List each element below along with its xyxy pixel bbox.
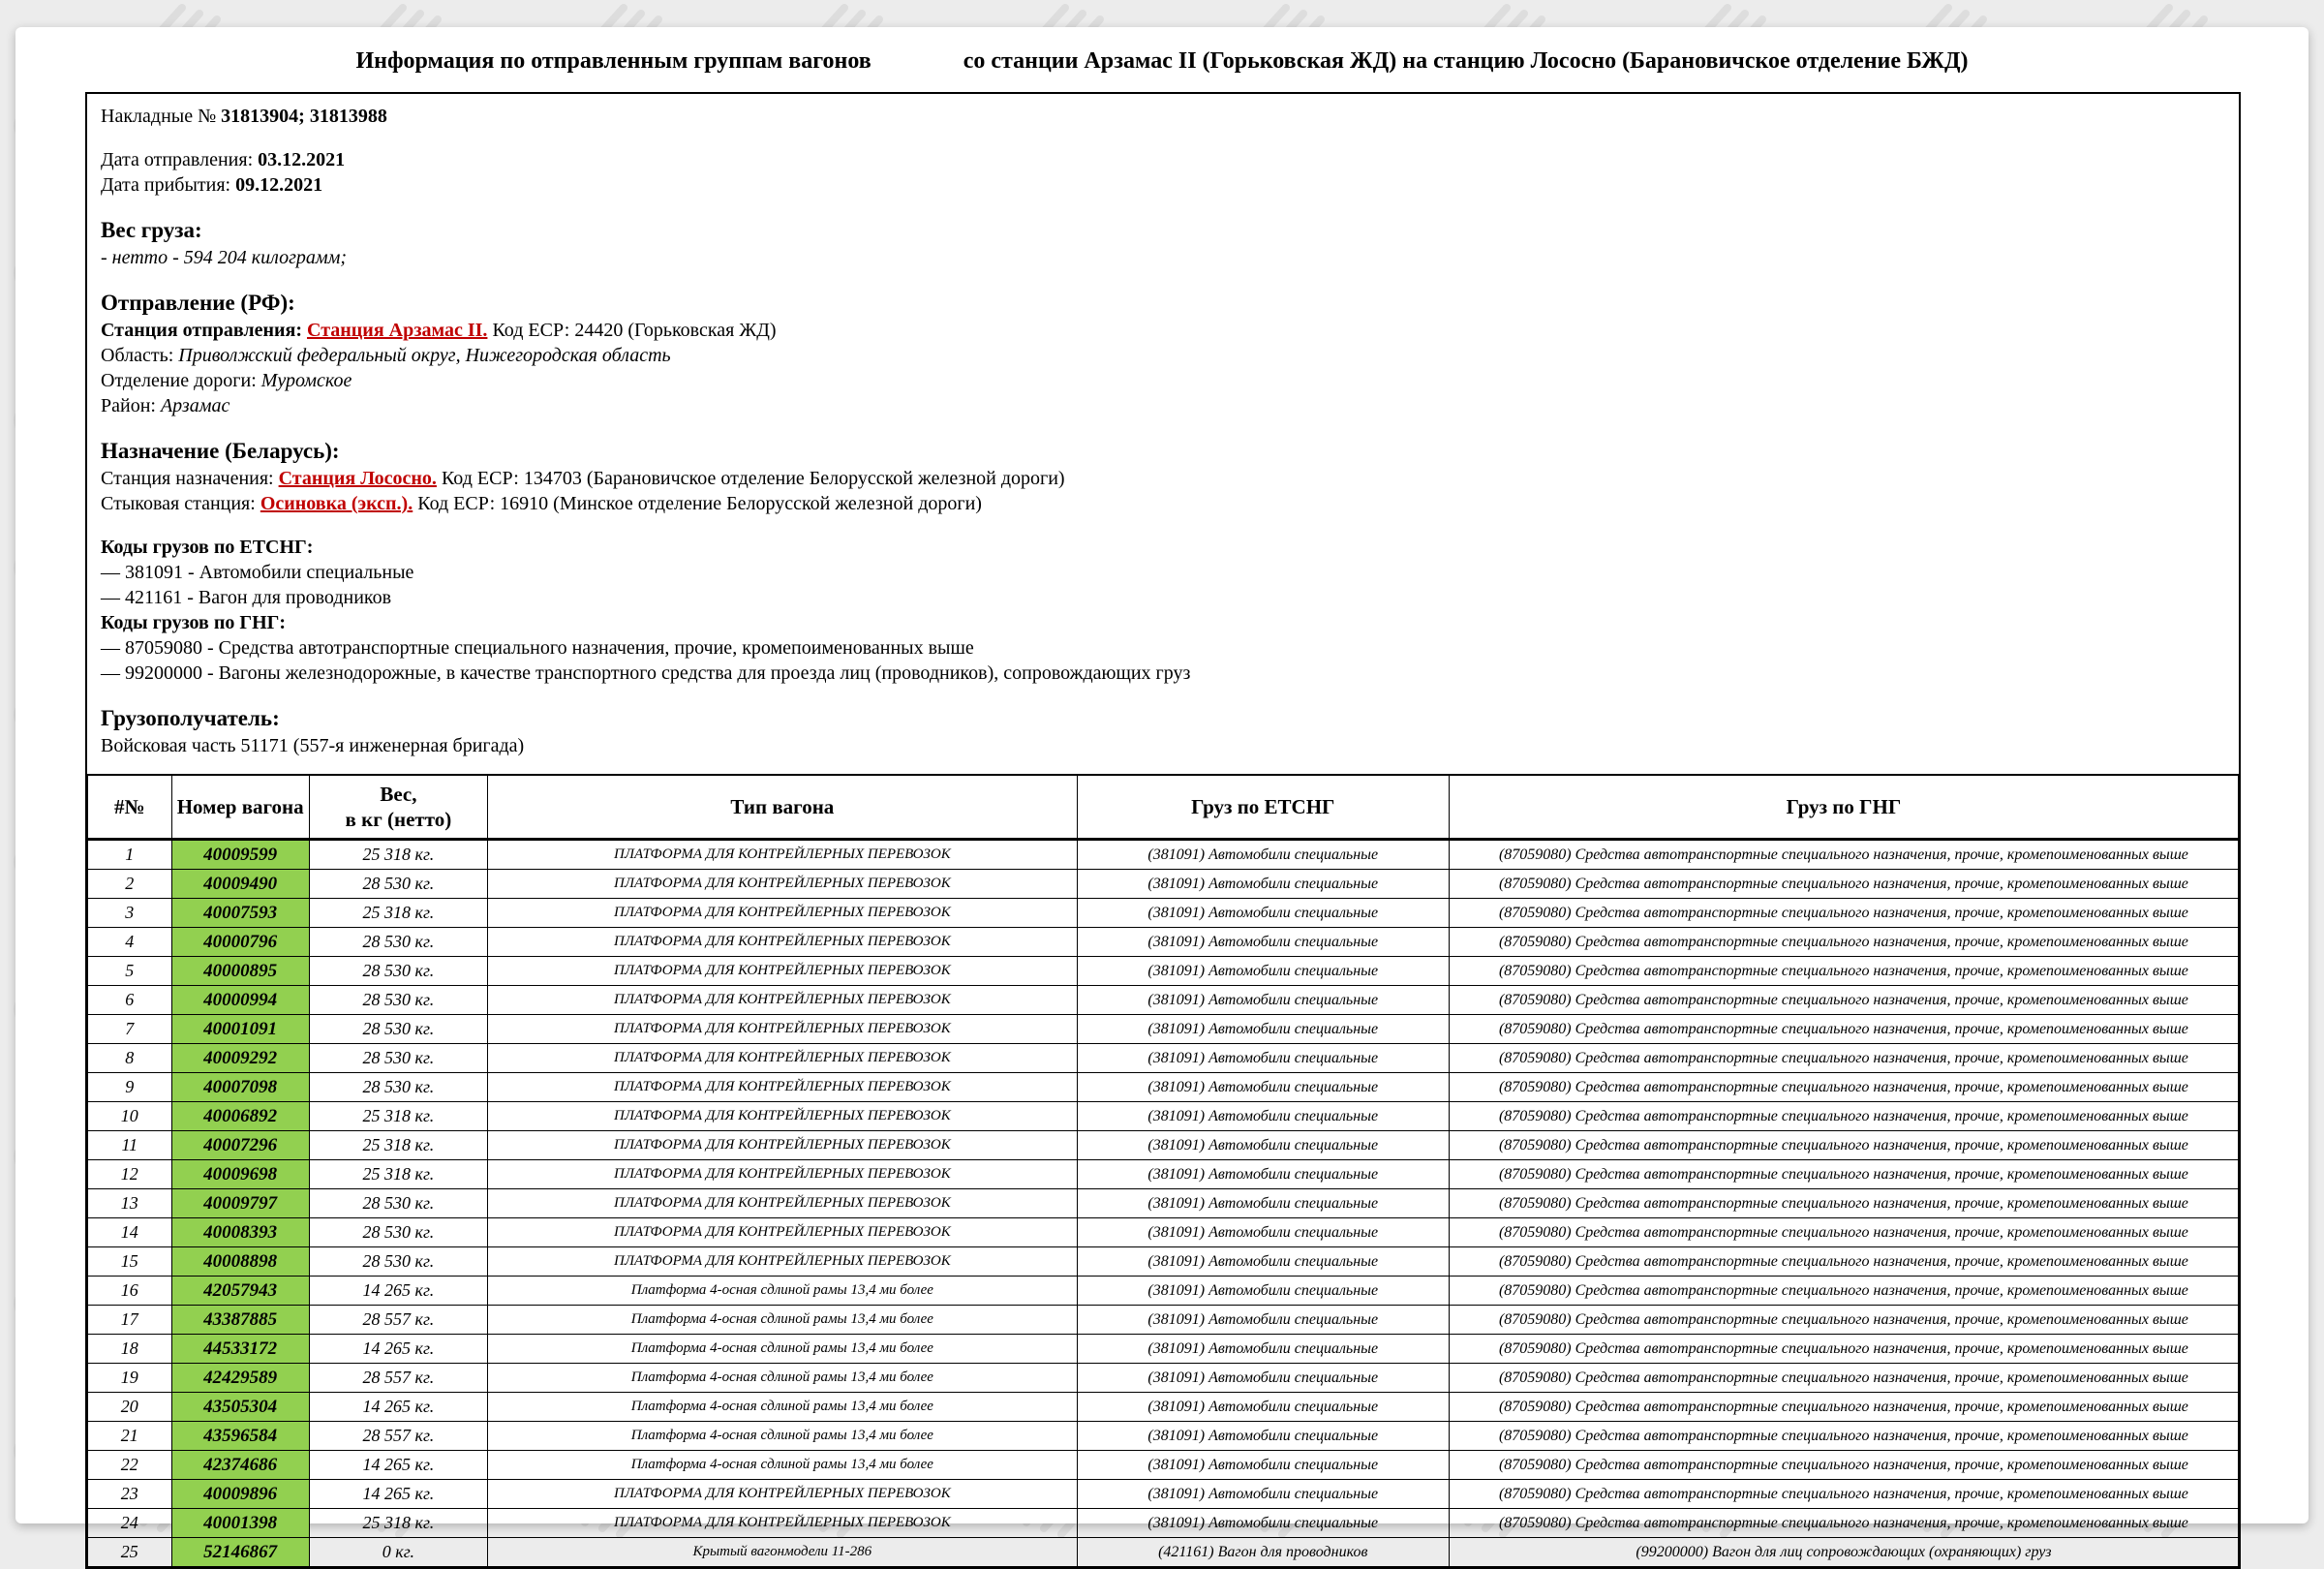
weight-cell: 28 530 кг.	[309, 1218, 487, 1247]
wagon-number-cell: 43505304	[171, 1393, 309, 1422]
division-line	[101, 368, 2225, 393]
weight-cell: 25 318 кг.	[309, 1102, 487, 1131]
table-row	[88, 1364, 2239, 1393]
weight-cell: 28 530 кг.	[309, 928, 487, 957]
wagon-number-cell: 40009797	[171, 1189, 309, 1218]
wagon-type-cell: ПЛАТФОРМА ДЛЯ КОНТРЕЙЛЕРНЫХ ПЕРЕВОЗОК	[488, 1480, 1078, 1509]
cargo-etsng-cell: (381091) Автомобили специальные	[1077, 1277, 1449, 1306]
wagon-number-cell: 40000796	[171, 928, 309, 957]
cargo-gng-cell: (87059080) Средства автотранспортные специального назначения, прочие, кромепоименованных выше	[1449, 1015, 2238, 1044]
weight-cell: 14 265 кг.	[309, 1451, 487, 1480]
region-label: Область:	[101, 345, 179, 366]
destination-station-rest: Код ЕСР: 134703 (Барановичское отделение Белорусской железной дороги)	[436, 468, 1065, 489]
weight-cell: 28 530 кг.	[309, 1044, 487, 1073]
table-row	[88, 1451, 2239, 1480]
cargo-etsng-cell: (381091) Автомобили специальные	[1077, 1131, 1449, 1160]
cargo-etsng-cell: (381091) Автомобили специальные	[1077, 1247, 1449, 1277]
cargo-etsng-cell: (381091) Автомобили специальные	[1077, 957, 1449, 986]
gng-code-1: — 87059080 - Средства автотранспортные специального назначения, прочие, кромепоименованных выше	[101, 637, 974, 659]
wagon-type-cell: ПЛАТФОРМА ДЛЯ КОНТРЕЙЛЕРНЫХ ПЕРЕВОЗОК	[488, 986, 1078, 1015]
table-row	[88, 899, 2239, 928]
weight-heading: Вес груза:	[101, 218, 202, 242]
cargo-etsng-cell: (381091) Автомобили специальные	[1077, 899, 1449, 928]
table-row	[88, 1189, 2239, 1218]
consignee-value: Войсковая часть 51171 (557-я инженерная бригада)	[101, 735, 525, 756]
wagon-type-cell: ПЛАТФОРМА ДЛЯ КОНТРЕЙЛЕРНЫХ ПЕРЕВОЗОК	[488, 1102, 1078, 1131]
cargo-gng-cell: (87059080) Средства автотранспортные специального назначения, прочие, кромепоименованных выше	[1449, 1044, 2238, 1073]
cargo-etsng-cell: (381091) Автомобили специальные	[1077, 1335, 1449, 1364]
division-label: Отделение дороги:	[101, 370, 261, 391]
cargo-gng-cell: (87059080) Средства автотранспортные специального назначения, прочие, кромепоименованных выше	[1449, 1364, 2238, 1393]
header-weight	[309, 775, 487, 840]
row-number: 9	[88, 1073, 172, 1102]
row-number: 8	[88, 1044, 172, 1073]
weight-cell: 25 318 кг.	[309, 899, 487, 928]
cargo-etsng-cell: (381091) Автомобили специальные	[1077, 1044, 1449, 1073]
row-number: 3	[88, 899, 172, 928]
wagons-table-body	[88, 840, 2239, 1567]
wagon-number-cell: 40008393	[171, 1218, 309, 1247]
waybills-value: 31813904; 31813988	[221, 106, 387, 127]
header-cargo-etsng: Груз по ЕТСНГ	[1077, 775, 1449, 840]
row-number: 12	[88, 1160, 172, 1189]
document-title	[15, 48, 2309, 75]
wagon-type-cell: ПЛАТФОРМА ДЛЯ КОНТРЕЙЛЕРНЫХ ПЕРЕВОЗОК	[488, 1247, 1078, 1277]
consignee-heading: Грузополучатель:	[101, 706, 280, 730]
wagon-number-cell: 42057943	[171, 1277, 309, 1306]
table-row	[88, 1160, 2239, 1189]
wagon-type-cell: ПЛАТФОРМА ДЛЯ КОНТРЕЙЛЕРНЫХ ПЕРЕВОЗОК	[488, 957, 1078, 986]
row-number: 20	[88, 1393, 172, 1422]
wagon-number-cell: 40000994	[171, 986, 309, 1015]
cargo-gng-cell: (87059080) Средства автотранспортные специального назначения, прочие, кромепоименованных выше	[1449, 1131, 2238, 1160]
row-number: 22	[88, 1451, 172, 1480]
row-number: 5	[88, 957, 172, 986]
departure-heading: Отправление (РФ):	[101, 291, 295, 315]
row-number: 23	[88, 1480, 172, 1509]
table-row	[88, 1422, 2239, 1451]
wagon-number-cell: 42429589	[171, 1364, 309, 1393]
table-row	[88, 928, 2239, 957]
cargo-gng-cell: (87059080) Средства автотранспортные специального назначения, прочие, кромепоименованных выше	[1449, 840, 2238, 870]
row-number: 7	[88, 1015, 172, 1044]
gng-heading: Коды грузов по ГНГ:	[101, 612, 287, 633]
shipment-info	[87, 94, 2239, 774]
weight-cell: 28 530 кг.	[309, 986, 487, 1015]
wagon-number-cell: 52146867	[171, 1538, 309, 1567]
cargo-gng-cell: (87059080) Средства автотранспортные специального назначения, прочие, кромепоименованных выше	[1449, 928, 2238, 957]
etsng-code-2: — 421161 - Вагон для проводников	[101, 587, 392, 608]
row-number: 18	[88, 1335, 172, 1364]
wagon-type-cell: Платформа 4-осная сдлиной рамы 13,4 ми более	[488, 1277, 1078, 1306]
row-number: 1	[88, 840, 172, 870]
table-row	[88, 1393, 2239, 1422]
table-row	[88, 1480, 2239, 1509]
cargo-etsng-cell: (381091) Автомобили специальные	[1077, 1189, 1449, 1218]
weight-cell: 25 318 кг.	[309, 840, 487, 870]
row-number: 4	[88, 928, 172, 957]
weight-cell: 28 530 кг.	[309, 1073, 487, 1102]
header-cargo-gng: Груз по ГНГ	[1449, 775, 2238, 840]
row-number: 15	[88, 1247, 172, 1277]
district-line	[101, 393, 2225, 418]
wagon-type-cell: ПЛАТФОРМА ДЛЯ КОНТРЕЙЛЕРНЫХ ПЕРЕВОЗОК	[488, 928, 1078, 957]
wagon-type-cell: ПЛАТФОРМА ДЛЯ КОНТРЕЙЛЕРНЫХ ПЕРЕВОЗОК	[488, 1160, 1078, 1189]
destination-station-label: Станция назначения:	[101, 468, 279, 489]
cargo-gng-cell: (87059080) Средства автотранспортные специального назначения, прочие, кромепоименованных выше	[1449, 1422, 2238, 1451]
header-wagon-type: Тип вагона	[488, 775, 1078, 840]
row-number: 6	[88, 986, 172, 1015]
weight-cell: 28 530 кг.	[309, 1015, 487, 1044]
waybills-label: Накладные №	[101, 106, 222, 127]
table-row	[88, 1044, 2239, 1073]
weight-cell: 14 265 кг.	[309, 1277, 487, 1306]
cargo-etsng-cell: (381091) Автомобили специальные	[1077, 986, 1449, 1015]
arrival-date-line	[101, 172, 2225, 198]
cargo-etsng-cell: (421161) Вагон для проводников	[1077, 1538, 1449, 1567]
table-row	[88, 1306, 2239, 1335]
wagon-number-cell: 40000895	[171, 957, 309, 986]
row-number: 16	[88, 1277, 172, 1306]
table-row	[88, 1102, 2239, 1131]
cargo-etsng-cell: (381091) Автомобили специальные	[1077, 1451, 1449, 1480]
table-row	[88, 870, 2239, 899]
table-row	[88, 1073, 2239, 1102]
cargo-etsng-cell: (381091) Автомобили специальные	[1077, 1393, 1449, 1422]
row-number: 24	[88, 1509, 172, 1538]
header-row-number: #№	[88, 775, 172, 840]
cargo-gng-cell: (87059080) Средства автотранспортные специального назначения, прочие, кромепоименованных выше	[1449, 1480, 2238, 1509]
wagon-number-cell: 44533172	[171, 1335, 309, 1364]
header-wagon-number: Номер вагона	[171, 775, 309, 840]
departure-date-label: Дата отправления:	[101, 149, 259, 170]
wagon-number-cell: 40001398	[171, 1509, 309, 1538]
weight-cell: 14 265 кг.	[309, 1480, 487, 1509]
departure-station-line	[101, 318, 2225, 343]
cargo-gng-cell: (87059080) Средства автотранспортные специального назначения, прочие, кромепоименованных выше	[1449, 1509, 2238, 1538]
wagon-type-cell: ПЛАТФОРМА ДЛЯ КОНТРЕЙЛЕРНЫХ ПЕРЕВОЗОК	[488, 1218, 1078, 1247]
title-right: со станции Арзамас II (Горьковская ЖД) на станцию Лососно (Барановичское отделение БЖД)	[963, 48, 1969, 74]
wagon-number-cell: 40007098	[171, 1073, 309, 1102]
cargo-gng-cell: (87059080) Средства автотранспортные специального назначения, прочие, кромепоименованных выше	[1449, 870, 2238, 899]
table-row	[88, 1335, 2239, 1364]
destination-heading: Назначение (Беларусь):	[101, 439, 340, 463]
district-value: Арзамас	[160, 395, 230, 416]
junction-station-line	[101, 491, 2225, 516]
cargo-gng-cell: (87059080) Средства автотранспортные специального назначения, прочие, кромепоименованных выше	[1449, 1160, 2238, 1189]
row-number: 13	[88, 1189, 172, 1218]
wagon-type-cell: ПЛАТФОРМА ДЛЯ КОНТРЕЙЛЕРНЫХ ПЕРЕВОЗОК	[488, 1131, 1078, 1160]
cargo-gng-cell: (87059080) Средства автотранспортные специального назначения, прочие, кромепоименованных выше	[1449, 1451, 2238, 1480]
departure-station-label: Станция отправления:	[101, 320, 308, 341]
division-value: Муромское	[260, 370, 352, 391]
gng-code-2: — 99200000 - Вагоны железнодорожные, в качестве транспортного средства для проезда лиц (проводников), сопровождающих груз	[101, 662, 1191, 684]
wagon-number-cell: 40006892	[171, 1102, 309, 1131]
wagon-type-cell: ПЛАТФОРМА ДЛЯ КОНТРЕЙЛЕРНЫХ ПЕРЕВОЗОК	[488, 899, 1078, 928]
cargo-etsng-cell: (381091) Автомобили специальные	[1077, 1218, 1449, 1247]
destination-station-link[interactable]: Станция Лососно.	[278, 468, 437, 489]
wagon-type-cell: Крытый вагонмодели 11-286	[488, 1538, 1078, 1567]
weight-netto: - нетто - 594 204 килограмм;	[101, 247, 348, 268]
weight-cell: 14 265 кг.	[309, 1335, 487, 1364]
departure-date-value: 03.12.2021	[258, 149, 346, 170]
wagon-type-cell: ПЛАТФОРМА ДЛЯ КОНТРЕЙЛЕРНЫХ ПЕРЕВОЗОК	[488, 1509, 1078, 1538]
document-page	[15, 27, 2309, 1562]
arrival-date-value: 09.12.2021	[235, 174, 323, 196]
row-number: 17	[88, 1306, 172, 1335]
weight-cell: 28 557 кг.	[309, 1306, 487, 1335]
wagon-number-cell: 40009490	[171, 870, 309, 899]
weight-cell: 28 557 кг.	[309, 1422, 487, 1451]
cargo-etsng-cell: (381091) Автомобили специальные	[1077, 1480, 1449, 1509]
cargo-etsng-cell: (381091) Автомобили специальные	[1077, 1073, 1449, 1102]
weight-cell: 28 530 кг.	[309, 870, 487, 899]
table-row	[88, 1015, 2239, 1044]
cargo-gng-cell: (87059080) Средства автотранспортные специального назначения, прочие, кромепоименованных выше	[1449, 1277, 2238, 1306]
wagon-type-cell: ПЛАТФОРМА ДЛЯ КОНТРЕЙЛЕРНЫХ ПЕРЕВОЗОК	[488, 840, 1078, 870]
header-weight-line2: в кг (нетто)	[345, 808, 452, 831]
weight-cell: 25 318 кг.	[309, 1131, 487, 1160]
district-label: Район:	[101, 395, 161, 416]
wagon-type-cell: Платформа 4-осная сдлиной рамы 13,4 ми более	[488, 1335, 1078, 1364]
row-number: 21	[88, 1422, 172, 1451]
wagon-type-cell: Платформа 4-осная сдлиной рамы 13,4 ми более	[488, 1451, 1078, 1480]
cargo-gng-cell: (87059080) Средства автотранспортные специального назначения, прочие, кромепоименованных выше	[1449, 1073, 2238, 1102]
departure-station-link[interactable]: Станция Арзамас II.	[307, 320, 488, 341]
wagons-table	[87, 774, 2239, 1567]
junction-rest: Код ЕСР: 16910 (Минское отделение Белорусской железной дороги)	[413, 493, 982, 514]
cargo-etsng-cell: (381091) Автомобили специальные	[1077, 1160, 1449, 1189]
wagon-type-cell: Платформа 4-осная сдлиной рамы 13,4 ми более	[488, 1364, 1078, 1393]
row-number: 11	[88, 1131, 172, 1160]
wagon-number-cell: 42374686	[171, 1451, 309, 1480]
cargo-etsng-cell: (381091) Автомобили специальные	[1077, 1364, 1449, 1393]
cargo-gng-cell: (87059080) Средства автотранспортные специального назначения, прочие, кромепоименованных выше	[1449, 1335, 2238, 1364]
table-row	[88, 1509, 2239, 1538]
wagon-type-cell: Платформа 4-осная сдлиной рамы 13,4 ми более	[488, 1393, 1078, 1422]
cargo-etsng-cell: (381091) Автомобили специальные	[1077, 1422, 1449, 1451]
cargo-gng-cell: (87059080) Средства автотранспортные специального назначения, прочие, кромепоименованных выше	[1449, 1247, 2238, 1277]
weight-cell: 28 557 кг.	[309, 1364, 487, 1393]
wagon-number-cell: 40009599	[171, 840, 309, 870]
cargo-gng-cell: (87059080) Средства автотранспортные специального назначения, прочие, кромепоименованных выше	[1449, 1102, 2238, 1131]
etsng-code-1: — 381091 - Автомобили специальные	[101, 562, 414, 583]
row-number: 25	[88, 1538, 172, 1567]
wagon-type-cell: ПЛАТФОРМА ДЛЯ КОНТРЕЙЛЕРНЫХ ПЕРЕВОЗОК	[488, 1189, 1078, 1218]
cargo-etsng-cell: (381091) Автомобили специальные	[1077, 1015, 1449, 1044]
cargo-etsng-cell: (381091) Автомобили специальные	[1077, 870, 1449, 899]
content-box	[85, 92, 2241, 1569]
junction-station-link[interactable]: Осиновка (эксп.).	[260, 493, 413, 514]
region-value: Приволжский федеральный округ, Нижегородская область	[178, 345, 671, 366]
weight-cell: 14 265 кг.	[309, 1393, 487, 1422]
wagon-number-cell: 40008898	[171, 1247, 309, 1277]
weight-cell: 28 530 кг.	[309, 1247, 487, 1277]
cargo-gng-cell: (87059080) Средства автотранспортные специального назначения, прочие, кромепоименованных выше	[1449, 986, 2238, 1015]
wagon-number-cell: 43596584	[171, 1422, 309, 1451]
row-number: 10	[88, 1102, 172, 1131]
destination-station-line	[101, 466, 2225, 491]
wagon-type-cell: ПЛАТФОРМА ДЛЯ КОНТРЕЙЛЕРНЫХ ПЕРЕВОЗОК	[488, 1073, 1078, 1102]
cargo-gng-cell: (99200000) Вагон для лиц сопровождающих (охраняющих) груз	[1449, 1538, 2238, 1567]
wagon-type-cell: ПЛАТФОРМА ДЛЯ КОНТРЕЙЛЕРНЫХ ПЕРЕВОЗОК	[488, 1015, 1078, 1044]
wagon-type-cell: ПЛАТФОРМА ДЛЯ КОНТРЕЙЛЕРНЫХ ПЕРЕВОЗОК	[488, 870, 1078, 899]
weight-cell: 28 530 кг.	[309, 957, 487, 986]
cargo-etsng-cell: (381091) Автомобили специальные	[1077, 1102, 1449, 1131]
weight-cell: 0 кг.	[309, 1538, 487, 1567]
etsng-heading: Коды грузов по ЕТСНГ:	[101, 537, 314, 558]
weight-cell: 28 530 кг.	[309, 1189, 487, 1218]
wagons-table-header	[88, 775, 2239, 840]
wagon-number-cell: 43387885	[171, 1306, 309, 1335]
row-number: 14	[88, 1218, 172, 1247]
table-row	[88, 1247, 2239, 1277]
waybills-line	[101, 104, 2225, 129]
wagon-number-cell: 40007593	[171, 899, 309, 928]
table-row	[88, 1218, 2239, 1247]
table-row	[88, 1277, 2239, 1306]
wagon-number-cell: 40009896	[171, 1480, 309, 1509]
row-number: 19	[88, 1364, 172, 1393]
header-weight-line1: Вес,	[380, 783, 417, 806]
wagon-type-cell: Платформа 4-осная сдлиной рамы 13,4 ми более	[488, 1306, 1078, 1335]
departure-station-rest: Код ЕСР: 24420 (Горьковская ЖД)	[487, 320, 777, 341]
cargo-gng-cell: (87059080) Средства автотранспортные специального назначения, прочие, кромепоименованных выше	[1449, 899, 2238, 928]
cargo-gng-cell: (87059080) Средства автотранспортные специального назначения, прочие, кромепоименованных выше	[1449, 1189, 2238, 1218]
title-left: Информация по отправленным группам вагонов	[355, 48, 872, 74]
arrival-date-label: Дата прибытия:	[101, 174, 236, 196]
cargo-etsng-cell: (381091) Автомобили специальные	[1077, 1306, 1449, 1335]
wagon-type-cell: ПЛАТФОРМА ДЛЯ КОНТРЕЙЛЕРНЫХ ПЕРЕВОЗОК	[488, 1044, 1078, 1073]
row-number: 2	[88, 870, 172, 899]
junction-label: Стыковая станция:	[101, 493, 260, 514]
table-row	[88, 957, 2239, 986]
wagon-number-cell: 40001091	[171, 1015, 309, 1044]
cargo-gng-cell: (87059080) Средства автотранспортные специального назначения, прочие, кромепоименованных выше	[1449, 1393, 2238, 1422]
weight-cell: 25 318 кг.	[309, 1509, 487, 1538]
cargo-gng-cell: (87059080) Средства автотранспортные специального назначения, прочие, кромепоименованных выше	[1449, 1306, 2238, 1335]
cargo-gng-cell: (87059080) Средства автотранспортные специального назначения, прочие, кромепоименованных выше	[1449, 1218, 2238, 1247]
departure-date-line	[101, 147, 2225, 172]
table-row	[88, 1131, 2239, 1160]
cargo-etsng-cell: (381091) Автомобили специальные	[1077, 1509, 1449, 1538]
cargo-etsng-cell: (381091) Автомобили специальные	[1077, 928, 1449, 957]
wagon-type-cell: Платформа 4-осная сдлиной рамы 13,4 ми более	[488, 1422, 1078, 1451]
table-row	[88, 840, 2239, 870]
table-row	[88, 1538, 2239, 1567]
table-row	[88, 986, 2239, 1015]
weight-cell: 25 318 кг.	[309, 1160, 487, 1189]
wagon-number-cell: 40009292	[171, 1044, 309, 1073]
region-line	[101, 343, 2225, 368]
cargo-gng-cell: (87059080) Средства автотранспортные специального назначения, прочие, кромепоименованных выше	[1449, 957, 2238, 986]
wagon-number-cell: 40007296	[171, 1131, 309, 1160]
cargo-etsng-cell: (381091) Автомобили специальные	[1077, 840, 1449, 870]
wagon-number-cell: 40009698	[171, 1160, 309, 1189]
